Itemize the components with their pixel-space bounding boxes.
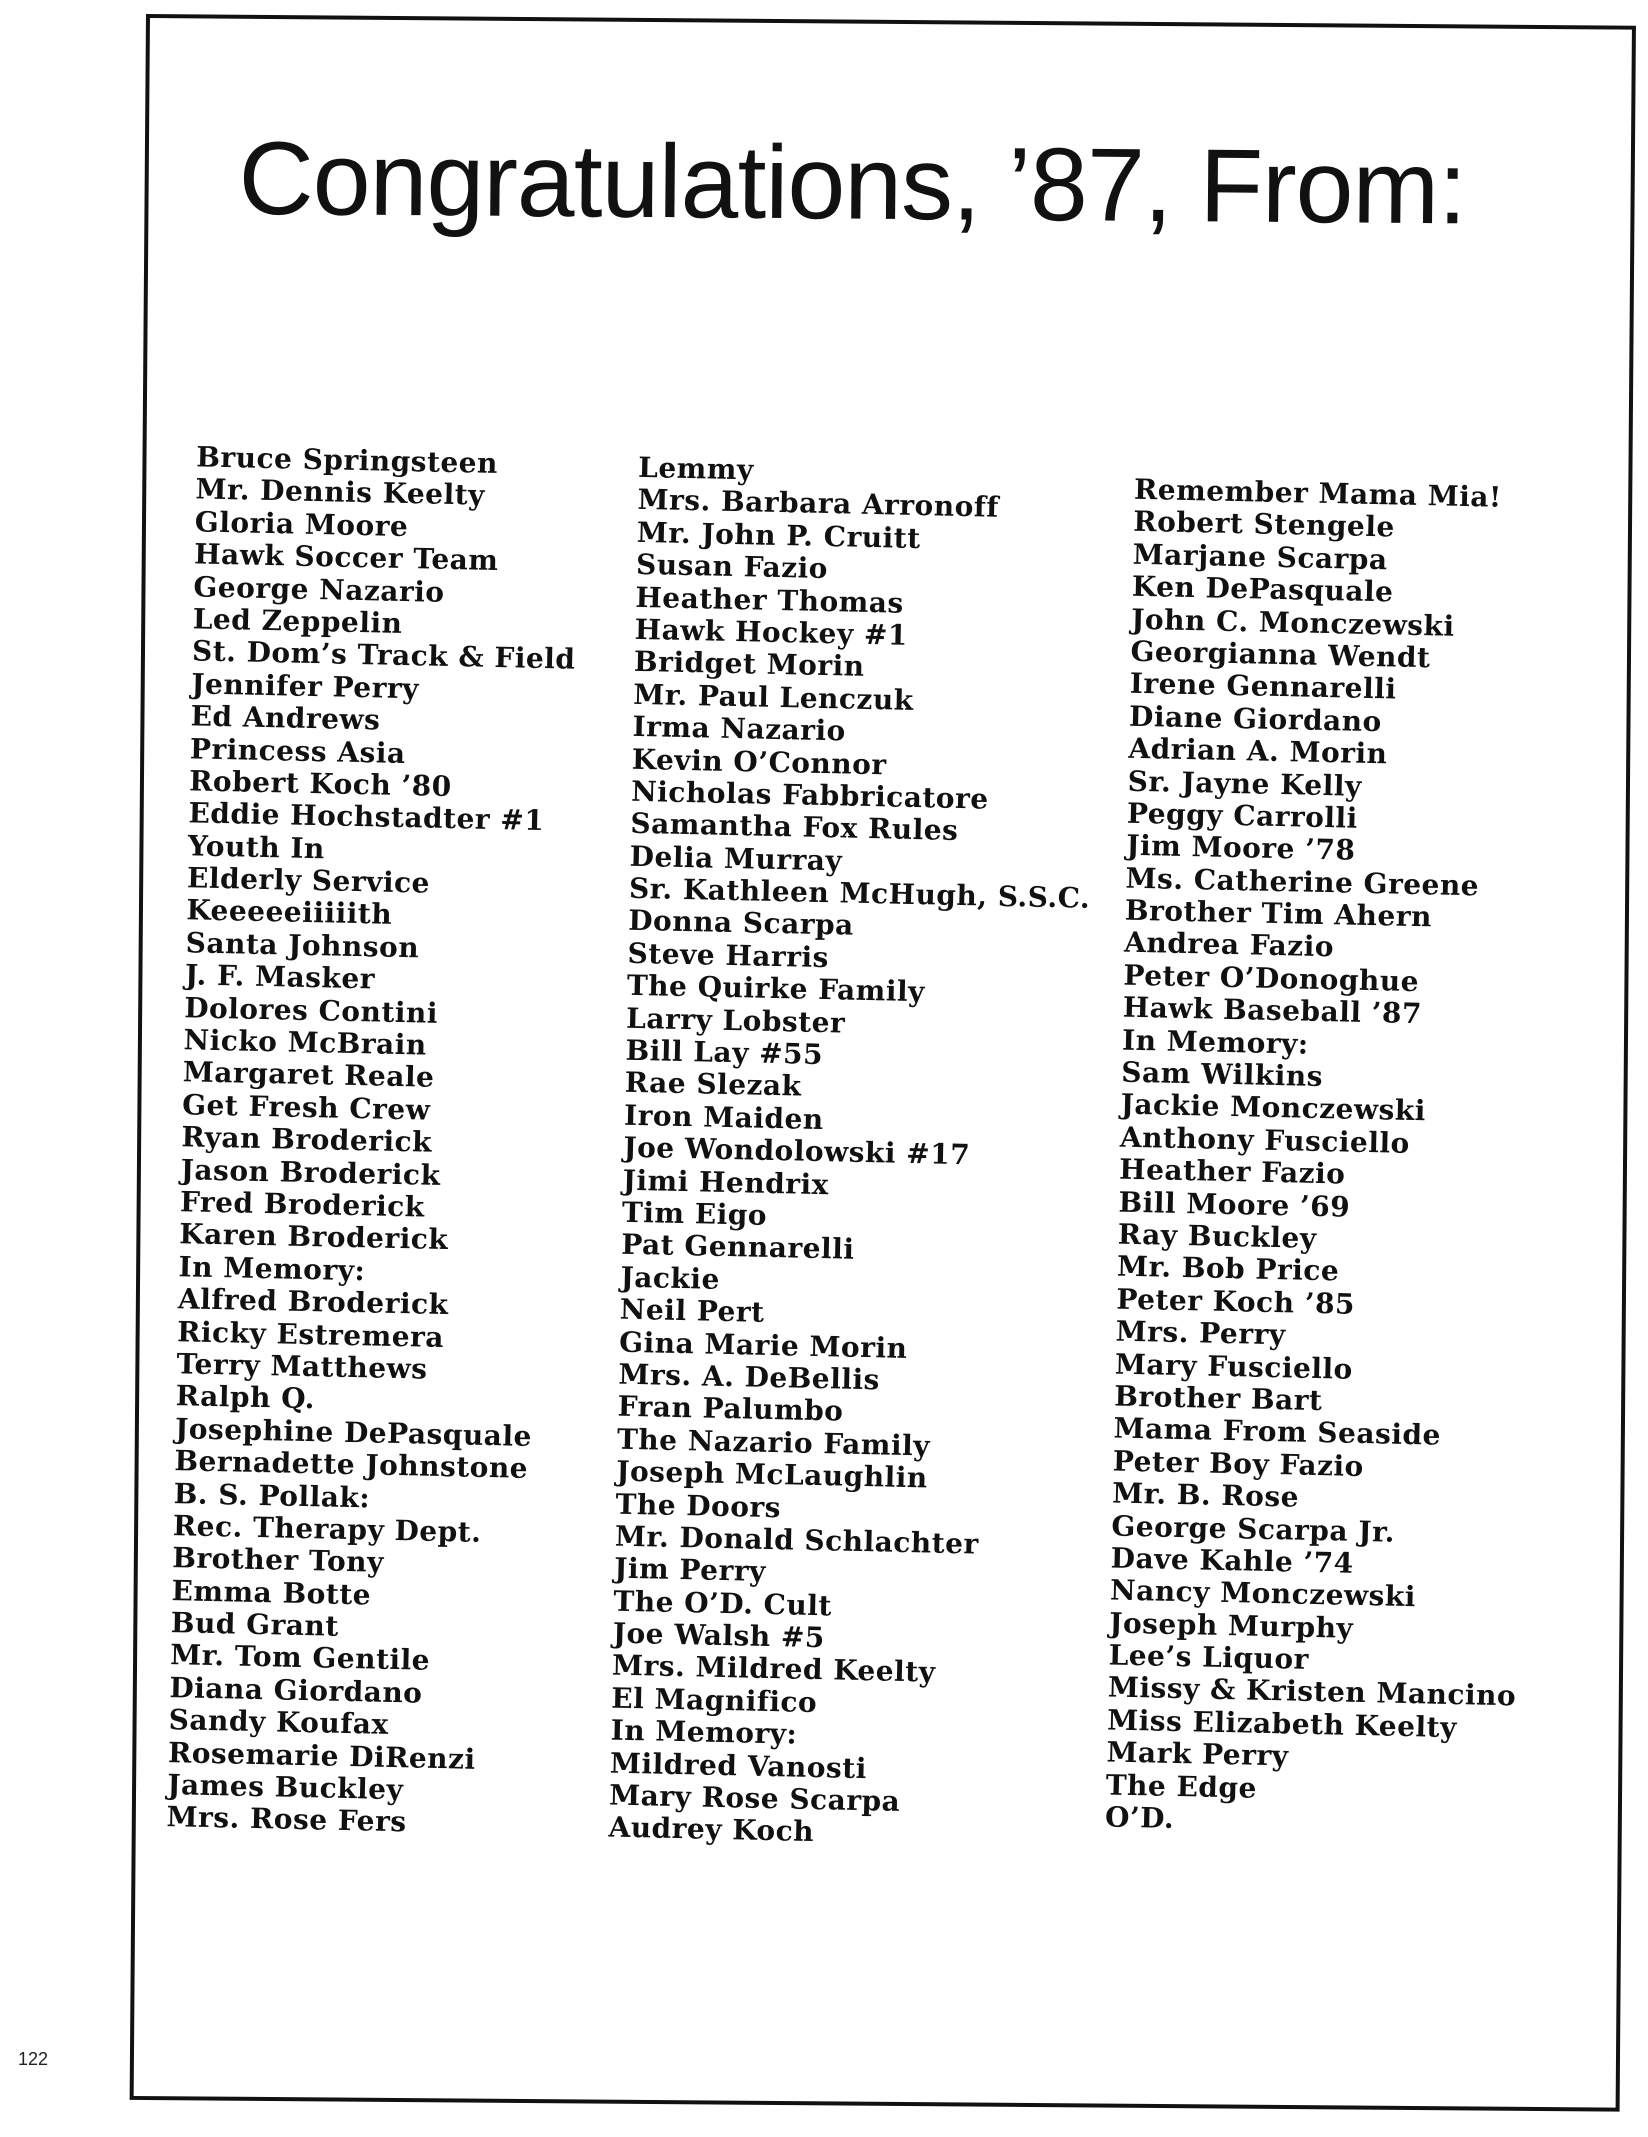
name-entry: Diane Giordano [1128, 699, 1383, 738]
page-title: Congratulations, ’87, From: [238, 120, 1467, 247]
name-entry: Jimi Hendrix [622, 1163, 830, 1201]
name-entry: Youth In [187, 829, 326, 865]
names-column-3 [1105, 474, 1543, 1843]
name-entry: Neil Pert [619, 1292, 765, 1329]
name-entry: In Memory: [1121, 1023, 1310, 1061]
name-entry: Lee’s Liquor [1108, 1638, 1310, 1676]
name-entry: Hawk Soccer Team [193, 537, 499, 578]
name-entry: Princess Asia [189, 731, 406, 770]
name-entry: Rosemarie DiRenzi [167, 1735, 476, 1776]
name-entry: Mr. Bob Price [1116, 1249, 1340, 1288]
name-entry: Remember Mama Mia! [1133, 472, 1503, 514]
name-entry: Bridget Morin [633, 645, 865, 684]
name-entry: Iron Maiden [623, 1098, 825, 1136]
name-entry: Irma Nazario [632, 709, 847, 748]
name-entry: J. F. Masker [184, 958, 376, 996]
name-entry: Mr. Donald Schlachter [614, 1519, 980, 1561]
name-entry: Mark Perry [1106, 1735, 1289, 1773]
name-entry: Ricky Estremera [176, 1314, 445, 1354]
name-entry: Lemmy [637, 450, 755, 487]
name-entry: Jackie [620, 1260, 721, 1296]
name-entry: Joe Walsh #5 [612, 1616, 826, 1655]
name-entry: Larry Lobster [625, 1001, 846, 1040]
name-entry: Peggy Carrolli [1126, 796, 1359, 835]
name-entry: Rec. Therapy Dept. [172, 1509, 482, 1549]
name-entry: George Nazario [193, 569, 445, 609]
name-entry: Marjane Scarpa [1132, 537, 1388, 577]
name-entry: Mr. Dennis Keelty [195, 472, 486, 513]
name-entry: Fred Broderick [179, 1185, 425, 1224]
name-entry: Adrian A. Morin [1128, 731, 1388, 771]
name-entry: Mama From Seaside [1113, 1411, 1442, 1453]
name-entry: Joe Wondolowski #17 [623, 1130, 971, 1172]
name-entry: Brother Tony [171, 1541, 385, 1580]
name-entry: Eddie Hochstadter #1 [188, 796, 545, 838]
name-entry: Hawk Baseball ’87 [1122, 990, 1423, 1031]
name-entry: James Buckley [166, 1768, 404, 1807]
name-entry: Margaret Reale [182, 1055, 435, 1095]
name-entry: Bill Lay #55 [625, 1033, 824, 1072]
name-entry: Andrea Fazio [1123, 926, 1335, 964]
name-entry: Heather Fazio [1118, 1152, 1346, 1191]
name-entry: Donna Scarpa [627, 904, 855, 943]
name-entry: Kevin O’Connor [631, 742, 887, 781]
name-entry: Diana Giordano [169, 1670, 423, 1710]
name-entry: Gina Marie Morin [618, 1325, 908, 1365]
name-entry: Bud Grant [170, 1606, 340, 1643]
name-entry: Peter Boy Fazio [1112, 1444, 1365, 1483]
name-entry: Tim Eigo [621, 1195, 768, 1232]
name-entry: B. S. Pollak: [173, 1476, 371, 1514]
name-entry: Ray Buckley [1117, 1217, 1317, 1255]
name-entry: Joseph McLaughlin [615, 1454, 929, 1495]
name-entry: Alfred Broderick [177, 1282, 449, 1322]
name-entry: Heather Thomas [635, 580, 905, 620]
name-entry: Mrs. Barbara Arronoff [637, 483, 1000, 525]
name-entry: Mrs. Rose Fers [166, 1800, 407, 1839]
name-entry: Pat Gennarelli [620, 1228, 855, 1267]
name-entry: The O’D. Cult [613, 1584, 833, 1623]
name-entry: Joseph Murphy [1108, 1606, 1354, 1645]
name-entry: O’D. [1104, 1800, 1175, 1835]
names-column-1 [166, 441, 580, 1842]
name-entry: Sr. Kathleen McHugh, S.S.C. [628, 871, 1091, 915]
name-entry: Santa Johnson [185, 926, 420, 965]
name-entry: Keeeeeiiiiith [186, 893, 393, 932]
page-number: 122 [18, 2049, 49, 2069]
name-entry: Josephine DePasquale [174, 1411, 533, 1453]
name-entry: Ryan Broderick [181, 1120, 433, 1159]
name-entry: Jim Moore ’78 [1125, 828, 1356, 867]
name-entry: The Nazario Family [616, 1422, 931, 1463]
name-entry: Nancy Monczewski [1109, 1573, 1417, 1614]
name-entry: Bruce Springsteen [195, 440, 499, 480]
name-entry: El Magnifico [611, 1681, 818, 1719]
name-entry: Sr. Jayne Kelly [1127, 764, 1363, 803]
name-entry: Audrey Koch [608, 1810, 815, 1849]
name-entry: Missy & Kristen Mancino [1107, 1670, 1517, 1713]
name-entry: Robert Koch ’80 [188, 764, 453, 803]
name-entry: Mr. Tom Gentile [169, 1638, 431, 1678]
name-entry: Elderly Service [186, 861, 431, 900]
name-entry: Emma Botte [171, 1573, 372, 1612]
name-entry: Sam Wilkins [1121, 1055, 1324, 1094]
name-entry: Mildred Vanosti [609, 1746, 868, 1785]
name-entry: Mr. John P. Cruitt [636, 515, 921, 555]
name-entry: Brother Bart [1113, 1379, 1323, 1418]
name-entry: The Edge [1105, 1768, 1258, 1805]
name-entry: Led Zeppelin [192, 602, 403, 640]
name-entry: Jim Perry [613, 1551, 767, 1589]
name-entry: Karen Broderick [178, 1217, 449, 1257]
name-entry: Fran Palumbo [617, 1389, 844, 1428]
name-entry: Get Fresh Crew [181, 1088, 431, 1127]
page-frame [130, 14, 1636, 2112]
name-entry: Dave Kahle ’74 [1110, 1541, 1355, 1580]
name-entry: Brother Tim Ahern [1124, 893, 1433, 934]
name-entry: Georgianna Wendt [1130, 634, 1431, 675]
name-entry: In Memory: [610, 1713, 798, 1751]
name-entry: Nicholas Fabbricatore [630, 774, 989, 816]
name-entry: The Quirke Family [626, 969, 926, 1009]
name-entry: Ralph Q. [175, 1379, 316, 1416]
name-entry: Sandy Koufax [168, 1703, 390, 1742]
name-entry: Anthony Fusciello [1119, 1120, 1411, 1160]
name-entry: Mrs. A. DeBellis [618, 1357, 881, 1397]
name-entry: Bill Moore ’69 [1118, 1185, 1351, 1224]
name-entry: Robert Stengele [1133, 505, 1396, 544]
name-entry: The Doors [615, 1487, 782, 1524]
name-entry: Steve Harris [627, 936, 830, 975]
name-entry: Dolores Contini [183, 990, 439, 1030]
name-entry: Irene Gennarelli [1129, 667, 1397, 706]
name-entry: Susan Fazio [635, 548, 829, 586]
name-entry: Ms. Catherine Greene [1125, 861, 1480, 903]
name-entry: Mary Rose Scarpa [608, 1778, 901, 1818]
name-entry: Miss Elizabeth Keelty [1106, 1703, 1458, 1744]
name-entry: Hawk Hockey #1 [634, 612, 909, 652]
name-entry: Peter Koch ’85 [1116, 1282, 1356, 1321]
name-entry: Gloria Moore [194, 505, 409, 543]
name-entry: Terry Matthews [176, 1347, 428, 1386]
name-entry: Mrs. Mildred Keelty [611, 1649, 936, 1690]
name-entry: Nicko McBrain [183, 1023, 428, 1062]
name-entry: Ed Andrews [190, 699, 381, 737]
name-entry: Jason Broderick [180, 1152, 441, 1192]
name-entry: Mary Fusciello [1114, 1347, 1354, 1386]
name-entry: Delia Murray [629, 839, 843, 878]
name-entry: Ken DePasquale [1131, 569, 1394, 609]
names-column-2 [608, 452, 1100, 1855]
name-entry: Jackie Monczewski [1120, 1088, 1427, 1128]
name-entry: George Scarpa Jr. [1111, 1509, 1396, 1549]
name-entry: St. Dom’s Track & Field [191, 634, 576, 677]
name-entry: In Memory: [178, 1249, 366, 1288]
name-entry: Jennifer Perry [191, 667, 420, 706]
name-entry: Samantha Fox Rules [630, 807, 959, 848]
name-entry: Mr. B. Rose [1111, 1476, 1300, 1514]
name-entry: Bernadette Johnstone [174, 1444, 529, 1485]
name-entry: Peter O’Donoghue [1123, 958, 1420, 998]
name-entry: Mr. Paul Lenczuk [632, 677, 915, 717]
name-entry: Rae Slezak [624, 1066, 802, 1104]
name-entry: Mrs. Perry [1115, 1314, 1286, 1352]
name-entry: John C. Monczewski [1130, 602, 1455, 643]
